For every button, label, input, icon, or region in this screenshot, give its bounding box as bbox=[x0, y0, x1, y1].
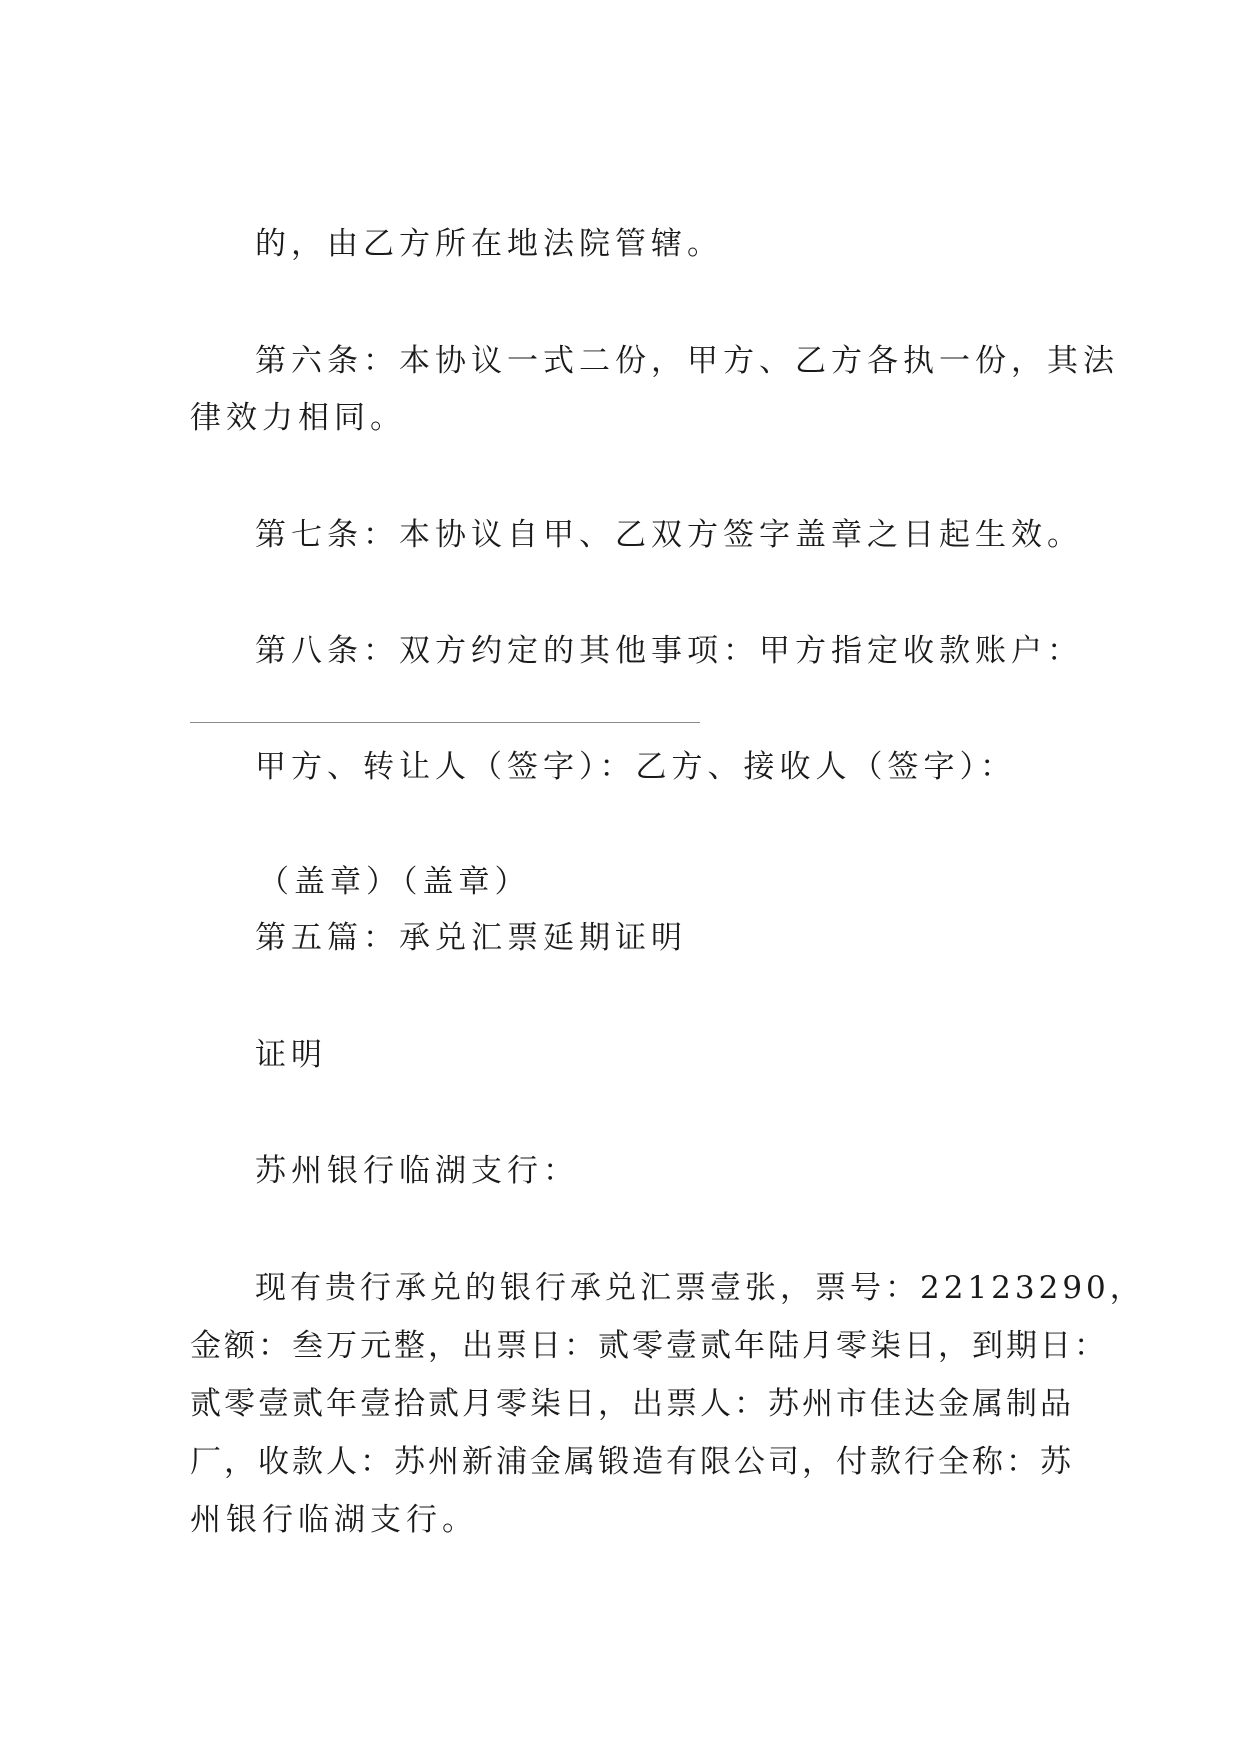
signature-line: 甲方、转让人（签字）：乙方、接收人（签字）： bbox=[255, 749, 1016, 785]
clause-seven: 第七条：本协议自甲、乙双方签字盖章之日起生效。 bbox=[255, 517, 1083, 553]
body-line-4: 厂，收款人：苏州新浦金属锻造有限公司，付款行全称：苏 bbox=[190, 1444, 1074, 1480]
body-line-2: 金额：叁万元整，出票日：贰零壹贰年陆月零柒日，到期日： bbox=[190, 1328, 1108, 1364]
account-blank-line bbox=[190, 722, 700, 723]
clause-six-line-1: 第六条：本协议一式二份，甲方、乙方各执一份，其法 bbox=[255, 343, 1119, 379]
clause-six-line-2: 律效力相同。 bbox=[190, 400, 406, 436]
body-line-1: 现有贵行承兑的银行承兑汇票壹张，票号：22123290， bbox=[255, 1270, 1145, 1306]
certificate-heading: 证明 bbox=[255, 1037, 327, 1073]
body-line-3: 贰零壹贰年壹拾贰月零柒日，出票人：苏州市佳达金属制品 bbox=[190, 1386, 1074, 1422]
clause-eight: 第八条：双方约定的其他事项：甲方指定收款账户： bbox=[255, 633, 1083, 669]
clause-jurisdiction-tail: 的，由乙方所在地法院管辖。 bbox=[255, 226, 723, 262]
section-five-title: 第五篇：承兑汇票延期证明 bbox=[255, 920, 687, 956]
body-line-5: 州银行临湖支行。 bbox=[190, 1502, 478, 1538]
seal-line: （盖章）（盖章） bbox=[258, 864, 531, 900]
addressee: 苏州银行临湖支行： bbox=[255, 1153, 579, 1189]
